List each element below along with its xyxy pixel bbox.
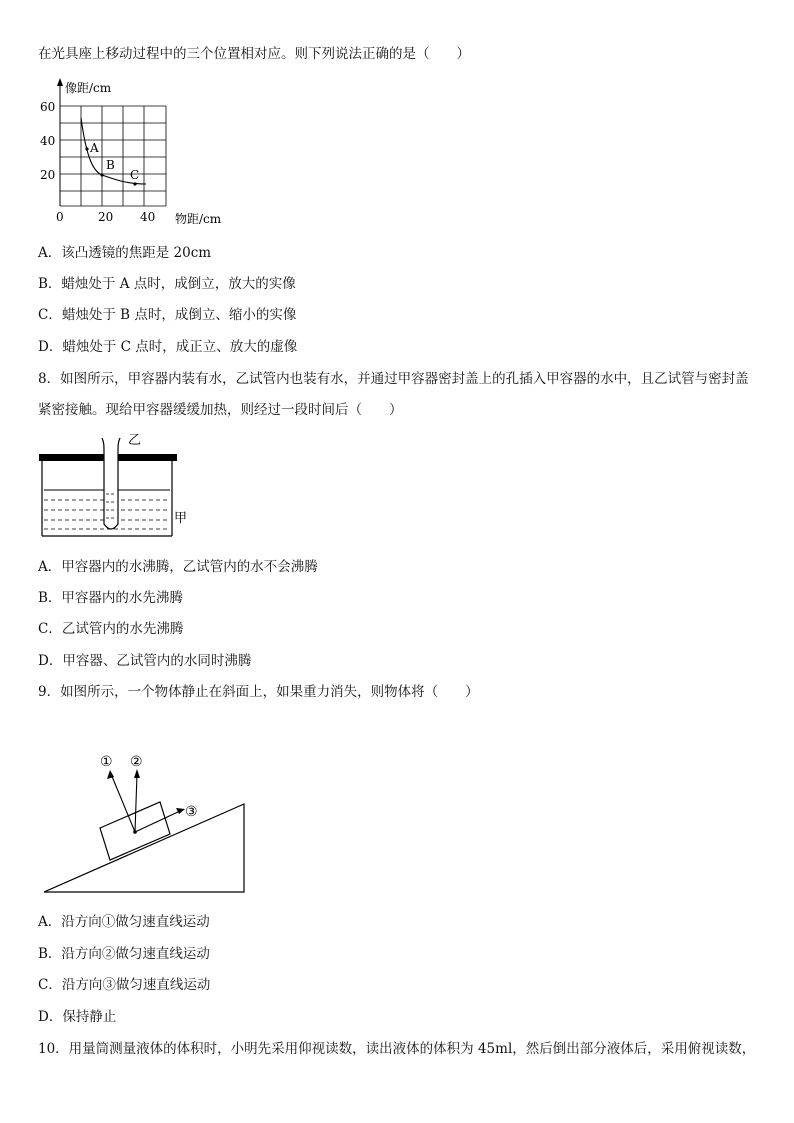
direction-1-label: ① [100,754,113,770]
q10-stem: 10．用量筒测量液体的体积时，小明先采用仰视读数，读出液体的体积为 45ml，然后倒出部分液体后，采用俯视读数， [38,1041,756,1057]
point-c-label: C [130,168,140,182]
x-tick-20: 20 [98,210,114,224]
q9-stem: 9．如图所示，一个物体静止在斜面上，如果重力消失，则物体将（ ） [38,684,479,700]
x-axis-label: 物距/cm [175,212,222,226]
q7-option-c: C．蜡烛处于 B 点时，成倒立、缩小的实像 [38,307,297,323]
q7-graph [36,76,236,228]
q8-option-a: A．甲容器内的水沸腾，乙试管内的水不会沸腾 [38,559,318,575]
q7-option-d: D．蜡烛处于 C 点时，成正立、放大的虚像 [38,339,298,355]
point-b-dot [100,173,103,176]
x-tick-40: 40 [140,210,156,224]
q8-option-d: D．甲容器、乙试管内的水同时沸腾 [38,653,252,669]
direction-3-label: ③ [185,804,198,820]
q9-option-c: C．沿方向③做匀速直线运动 [38,977,211,993]
y-tick-40: 40 [40,134,56,148]
x-tick-0: 0 [56,210,64,224]
direction-2-label: ② [130,754,143,770]
q9-option-b: B．沿方向②做匀速直线运动 [38,946,210,962]
q7-stem: 在光具座上移动过程中的三个位置相对应。则下列说法正确的是（ ） [38,46,470,62]
y-tick-20: 20 [40,168,56,182]
q8-option-b: B．甲容器内的水先沸腾 [38,590,183,606]
point-a-label: A [90,141,99,155]
q8-stem: 8．如图所示，甲容器内装有水，乙试管内也装有水，并通过甲容器密封盖上的孔插入甲容器的水中，且乙试管与密封盖紧密接触。现给甲容器缓缓加热，则经过一段时间后（ ） [38,371,749,418]
q9-option-a: A．沿方向①做匀速直线运动 [38,914,210,930]
q9-option-d: D．保持静止 [38,1009,117,1025]
q8-option-c: C．乙试管内的水先沸腾 [38,621,184,637]
q7-option-b: B．蜡烛处于 A 点时，成倒立，放大的实像 [38,276,296,292]
q9-figure [40,748,250,896]
point-a-dot [85,147,88,150]
y-axis-label: 像距/cm [65,81,112,95]
q8-figure [36,428,196,546]
point-b-label: B [106,158,115,172]
tube-label: 乙 [128,433,142,448]
point-c-dot [133,182,136,185]
y-tick-60: 60 [40,100,56,114]
container-label: 甲 [174,511,188,526]
q7-option-a: A．该凸透镜的焦距是 20cm [38,245,212,261]
